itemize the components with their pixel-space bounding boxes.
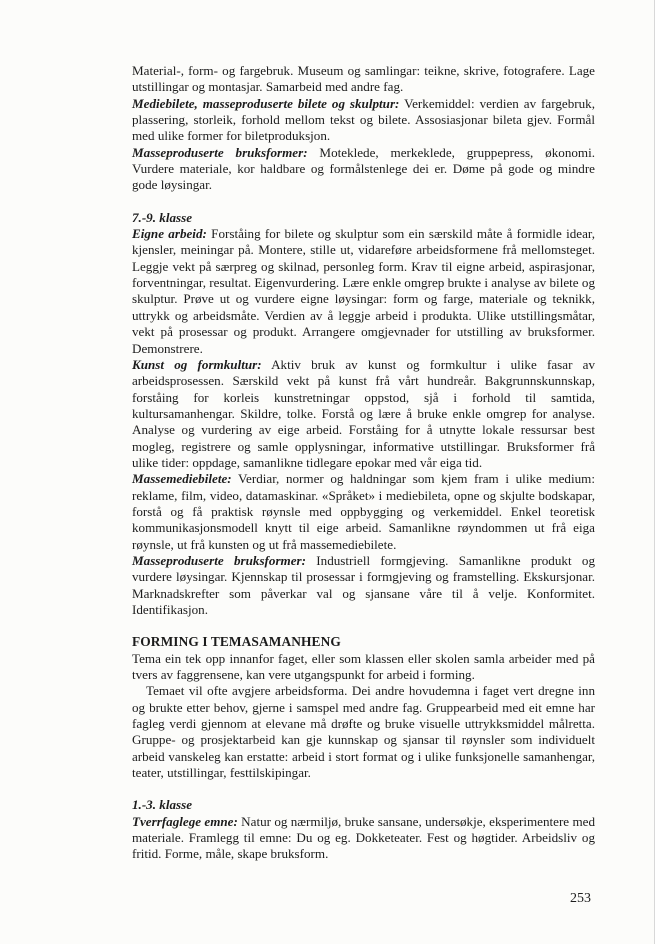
paragraph-text: Natur og nærmiljø, bruke sansane, undersøkje, eksperimentere med materiale. Framlegg til emne: Du og eg. Dokketeater. Fest og høgtider. Arbeidsliv og fritid. Forme, måle, skape bruksform. — [132, 813, 595, 862]
paragraph-heading: Tverrfaglege emne: — [132, 813, 238, 829]
paragraph-tverrfaglege-emne — [132, 814, 595, 863]
paragraph-text: Aktiv bruk av kunst og formkultur i ulike fasar av arbeidsprosessen. Særskild vekt på kunst frå vårt hundreår. Bakgrunnskunnskap, forståing for korleis kunstretningar oppstod, sjå i forhold til samtida, kultursamanhengar. Skildre, tolke. Forstå og lære å bruke enkle omgrep for analyse. Analyse og vurdering av eige arbeid. Forståing for å utnytte lokale ressursar best mogleg, registrere og samle opplysningar, informative utstillingar. Bruksformer frå ulike tider: oppdage, samanlikne tidlegare epokar med vår eiga tid. — [132, 356, 596, 470]
paragraph-text: Forståing for bilete og skulptur som ein særskild måte å formidle idear, kjensler, meiningar på. Montere, stille ut, vidareføre arbeidsformene frå mellomsteget. Leggje vekt på særpreg og skilnad, personleg form. Krav til eigne arbeid, aspirasjonar, forventningar, resultat. Eigenvurdering. Lære enkle omgrep brukte i analyse av bilete og skulptur. Prøve ut og vurdere eigne løysingar: form og farge, materiale og teknikk, uttrykk og arbeidsmåte. Verdien av å leggje arbeid i produkta. Ulike utstillingsmåtar, vekt på prosessar og produkt. Arrangere omgjevnader for utstilling av bruksformer. Demonstrere. — [132, 226, 595, 356]
spacer — [132, 781, 595, 797]
paragraph-material — [132, 63, 595, 96]
page-content — [132, 63, 595, 863]
paragraph-text: Verdiar, normer og haldningar som kjem fram i ulike medium: reklame, film, video, datamaskinar. «Språket» i mediebileta, opne og skjulte bodskapar, forstå og få praktisk røynsle med oppbygging og verkemiddel. Enkel teoretisk kommunikasjonsmodell knytt til eige arbeid. Samanlikne røyndommen ut frå eiga røynsle, ut frå kunsten og ut frå massemediebilete. — [132, 471, 595, 552]
paragraph-heading: Masseproduserte bruksformer: — [132, 144, 308, 160]
paragraph-text: Material-, form- og fargebruk. Museum og samlingar: teikne, skrive, fotografere. Lage utstillingar og montasjar. Samarbeid med andre fag. — [132, 63, 595, 95]
paragraph-heading: Eigne arbeid: — [132, 226, 207, 242]
paragraph-heading: Masseproduserte bruksformer: — [132, 552, 306, 568]
paragraph-heading: Massemediebilete: — [132, 471, 232, 487]
spacer — [132, 618, 595, 634]
spacer — [132, 194, 595, 210]
paragraph-masseproduserte-bruksformer — [132, 553, 595, 618]
paragraph-eigne-arbeid — [132, 226, 595, 357]
section-heading-temasamanheng: FORMING I TEMASAMANHENG — [132, 634, 341, 650]
section-title-7-9: 7.-9. klasse — [132, 209, 193, 225]
page-number: 253 — [570, 891, 591, 906]
paragraph-text: Industriell formgjeving. Samanlikne produkt og vurdere løysingar. Kjennskap til prosessar i formgjeving og framstelling. Ekskursjonar. Marknadskrefter som påverkar val og sjansane våre til å velje. Konformitet. Identifikasjon. — [132, 552, 595, 617]
paragraph-mediebilete — [132, 96, 595, 145]
paragraph-tema-arbeidsform: Temaet vil ofte avgjere arbeidsforma. Dei andre hovudemna i faget vert dregne inn og brukte etter behov, gjerne i samspel med andre fag. Gruppearbeid med eit emne har fagleg verdi gjennom at elevane må drøfte og bruke visuelle uttrykksmiddel målretta. Gruppe- og prosjektarbeid kan gje kunnskap og sjansar til røynsler som individuelt arbeid vanskeleg kan erstatte: arbeid i stort format og i ulike funksjonelle samanhengar, teater, utstillingar, festtilskipingar. — [132, 683, 595, 781]
paragraph-massemediebilete — [132, 471, 595, 553]
paragraph-tema-intro: Tema ein tek opp innanfor faget, eller som klassen eller skolen samla arbeider med på tvers av faggrensene, kan vere utgangspunkt for arbeid i forming. — [132, 650, 595, 683]
section-title-1-3: 1.-3. klasse — [132, 797, 193, 813]
paragraph-text: Moteklede, merkeklede, gruppepress, økonomi. Vurdere materiale, kor haldbare og formålstenlege dei er. Døme på gode og mindre gode løysingar. — [132, 144, 596, 193]
paragraph-heading: Mediebilete, masseproduserte bilete og skulptur: — [132, 95, 400, 111]
paragraph-heading: Kunst og formkultur: — [132, 356, 262, 372]
paragraph-kunst-formkultur — [132, 357, 595, 471]
paragraph-masseproduserte — [132, 145, 595, 194]
paragraph-text: Verkemiddel: verdien av fargebruk, plassering, storleik, forhold mellom tekst og bilete. Assosiasjonar bileta gjev. Formål med ulike former for biletproduksjon. — [132, 95, 595, 144]
